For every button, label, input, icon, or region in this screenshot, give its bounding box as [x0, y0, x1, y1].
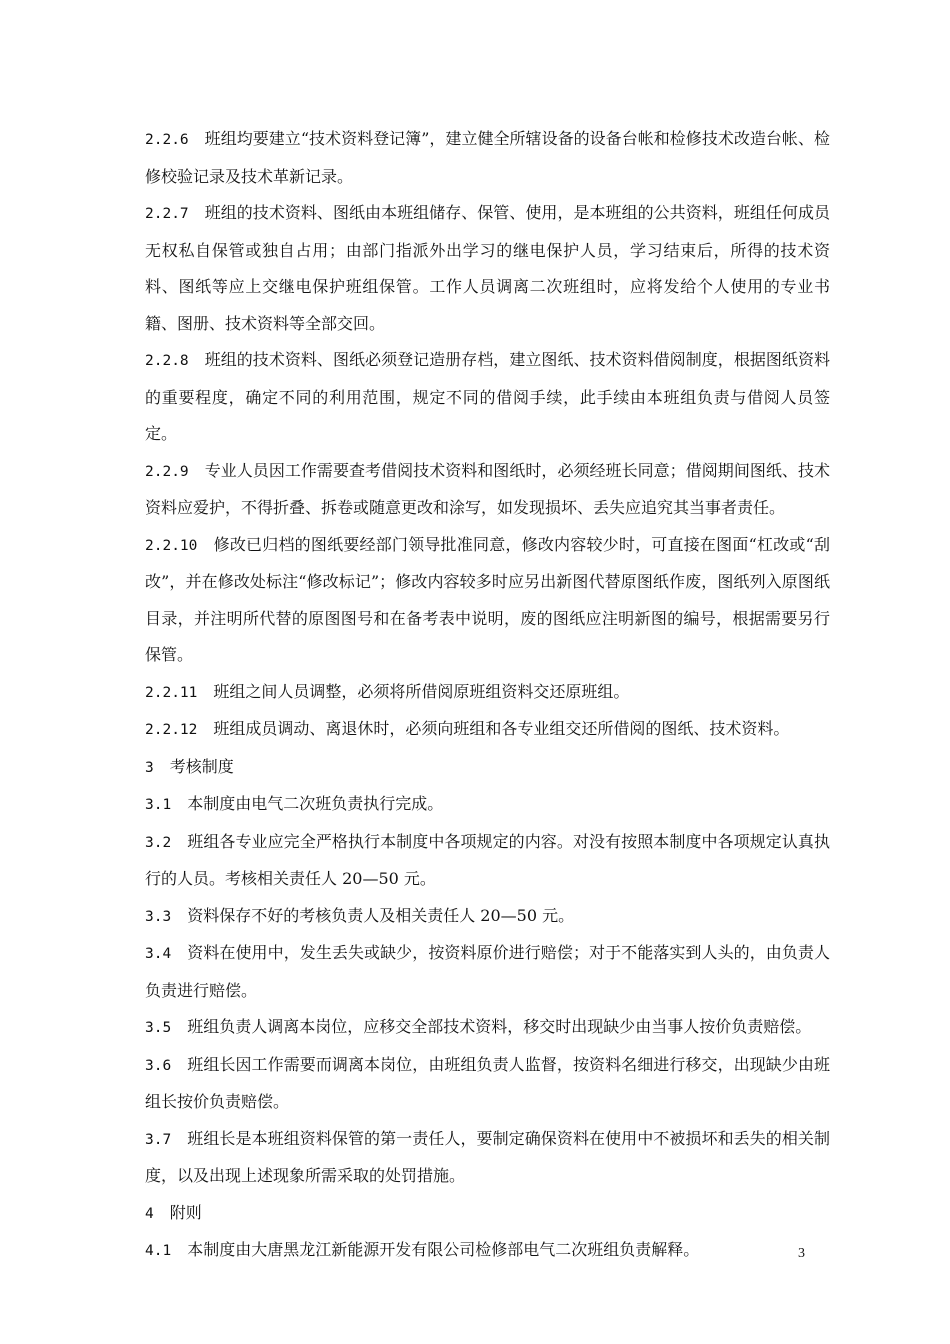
clause-number: 2.2.7 [145, 206, 189, 222]
clause-text: 资料在使用中，发生丢失或缺少，按资料原价进行赔偿；对于不能落实到人头的，由负责人负责进行赔偿。 [145, 943, 830, 1000]
clause-number: 3.3 [145, 908, 172, 925]
clause-number: 3.2 [145, 834, 172, 851]
clause-number: 3.1 [145, 797, 172, 813]
clause-paragraph [145, 1195, 830, 1233]
clause-paragraph [145, 1232, 830, 1270]
clause-paragraph [145, 342, 830, 453]
clause-text: 班组的技术资料、图纸由本班组储存、保管、使用，是本班组的公共资料，班组任何成员无权私自保管或独自占用；由部门指派外出学习的继电保护人员，学习结束后，所得的技术资料、图纸等应上交继电保护班组保管。工作人员调离二次班组时，应将发给个人使用的专业书籍、图册、技术资料等全部交回。 [145, 203, 830, 333]
clause-text: 本制度由大唐黑龙江新能源开发有限公司检修部电气二次班组负责解释。 [187, 1240, 700, 1259]
clause-text: 附则 [169, 1202, 202, 1222]
clause-text: 班组成员调动、离退休时，必须向班组和各专业组交还所借阅的图纸、技术资料。 [213, 719, 790, 738]
clause-number: 3.4 [145, 946, 172, 962]
clause-paragraph [145, 898, 830, 936]
clause-paragraph [145, 711, 830, 749]
clause-paragraph [145, 453, 830, 527]
clause-number: 2.2.11 [145, 684, 198, 701]
clause-paragraph [145, 121, 830, 195]
clause-number: 2.2.12 [145, 722, 198, 738]
clause-number: 3.7 [145, 1131, 172, 1148]
clause-text: 资料保存不好的考核负责人及相关责任人 20—50 元。 [187, 905, 575, 925]
clause-text: 班组各专业应完全严格执行本制度中各项规定的内容。对没有按照本制度中各项规定认真执行的人员。考核相关责任人 20—50 元。 [145, 831, 830, 888]
clause-text: 班组的技术资料、图纸必须登记造册存档，建立图纸、技术资料借阅制度，根据图纸资料的重要程度，确定不同的利用范围，规定不同的借阅手续，此手续由本班组负责与借阅人员签定。 [145, 350, 830, 443]
clause-number: 3.6 [145, 1057, 172, 1074]
clause-number: 3.5 [145, 1020, 172, 1036]
clause-text: 专业人员因工作需要查考借阅技术资料和图纸时，必须经班长同意；借阅期间图纸、技术资料应爱护，不得折叠、拆卷或随意更改和涂写，如发现损坏、丢失应追究其当事者责任。 [145, 460, 830, 517]
clause-paragraph [145, 749, 830, 787]
clause-paragraph [145, 1009, 830, 1047]
clause-text: 班组长是本班组资料保管的第一责任人，要制定确保资料在使用中不被损坏和丢失的相关制度，以及出现上述现象所需采取的处罚措施。 [145, 1128, 830, 1185]
clause-text: 考核制度 [169, 756, 234, 776]
clause-text: 本制度由电气二次班负责执行完成。 [187, 794, 444, 813]
clause-paragraph [145, 1121, 830, 1195]
clause-number: 4 [145, 1205, 154, 1222]
clause-paragraph [145, 674, 830, 712]
clause-paragraph [145, 527, 830, 674]
clause-number: 2.2.9 [145, 463, 189, 480]
clause-text: 班组之间人员调整，必须将所借阅原班组资料交还原班组。 [213, 681, 630, 701]
clause-text: 班组负责人调离本岗位，应移交全部技术资料，移交时出现缺少由当事人按价负责赔偿。 [187, 1017, 812, 1036]
clause-paragraph [145, 195, 830, 342]
clause-paragraph [145, 786, 830, 824]
clause-paragraph [145, 935, 830, 1009]
page-number: 3 [798, 1246, 805, 1261]
document-body [145, 121, 830, 1270]
clause-text: 班组均要建立“技术资料登记簿”，建立健全所辖设备的设备台帐和检修技术改造台帐、检修校验记录及技术革新记录。 [145, 129, 830, 186]
clause-paragraph [145, 824, 830, 898]
clause-number: 3 [145, 759, 154, 776]
clause-paragraph [145, 1047, 830, 1121]
clause-text: 修改已归档的图纸要经部门领导批准同意，修改内容较少时，可直接在图面“杠改或“刮改”，并在修改处标注“修改标记”；修改内容较多时应另出新图代替原图纸作废，图纸列入原图纸目录，并注明所代替的原图图号和在备考表中说明，废的图纸应注明新图的编号，根据需要另行保管。 [145, 534, 830, 664]
clause-text: 班组长因工作需要而调离本岗位，由班组负责人监督，按资料名细进行移交，出现缺少由班组长按价负责赔偿。 [145, 1054, 830, 1111]
clause-number: 2.2.6 [145, 132, 189, 148]
clause-number: 2.2.8 [145, 353, 189, 369]
clause-number: 4.1 [145, 1243, 172, 1259]
clause-number: 2.2.10 [145, 537, 198, 554]
